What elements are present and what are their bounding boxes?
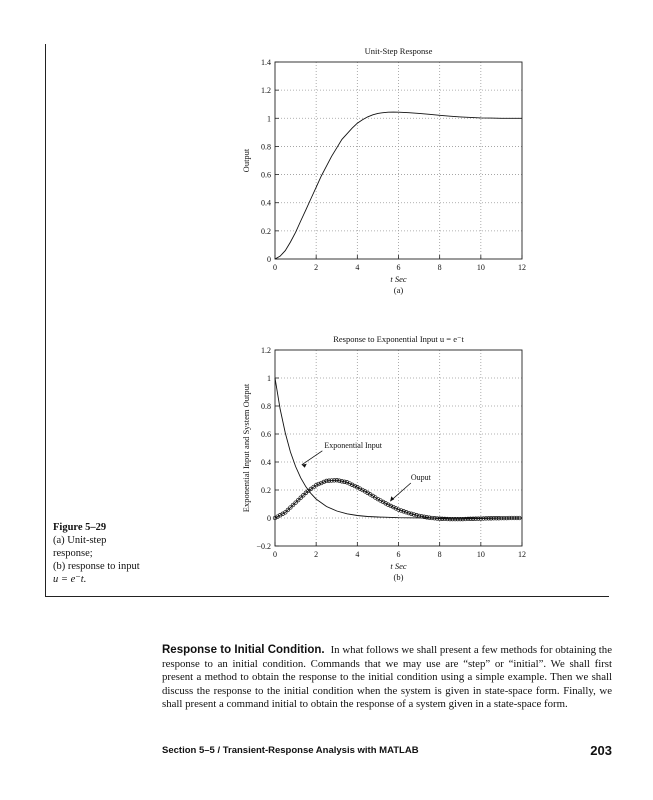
y-tick-label: 0.6 [261,170,271,180]
y-tick-label: 0.8 [261,142,271,152]
arrow-head [390,496,394,501]
x-tick-label: 6 [396,550,401,559]
y-tick-label: 1.2 [261,86,271,96]
y-tick-label: 1.2 [261,346,271,355]
y-tick-label: 0 [267,514,271,523]
y-tick-label: 0 [267,255,271,264]
paragraph-text: In what follows we shall present a few methods for obtaining the response to an initial condition. Commands that we may use are “step” or “initial”. We shall first present a method to obtain the response to the initial condition using a simple example. Then we shall discuss the response to the initial condition when the system is given in state-space form. Finally, we shall present a command initial to obtain the response of a system given in a state-space form. [162,644,612,710]
y-tick-label: 1 [267,114,271,124]
annotation-exponential-input: Exponential Input [324,441,382,450]
y-tick-label: 1 [267,374,271,383]
x-tick-label: 8 [437,550,442,559]
x-tick-label: 12 [518,550,526,559]
x-tick-label: 0 [273,550,277,559]
x-axis-label: t Sec [390,561,407,571]
y-tick-label: 0.8 [261,402,271,411]
chart-title: Unit-Step Response [364,46,433,56]
x-tick-label: 0 [273,263,277,272]
section-title: Section 5–5 / Transient-Response Analysis with MATLAB [162,745,419,756]
y-tick-label: −0.2 [256,542,271,551]
page-footer [162,745,612,756]
x-axis-label: t Sec [390,274,407,284]
caption-line: (b) response to input [53,561,140,572]
caption-line: u = e⁻t. [53,574,87,585]
figure-caption [53,521,183,586]
y-tick-label: 0.2 [261,486,271,495]
body-paragraph [162,644,612,712]
y-tick-label: 0.6 [261,430,271,439]
panel-label: (a) [393,285,404,295]
y-tick-label: 0.2 [261,226,271,236]
y-axis-label: Output [241,148,251,173]
unit-step-chart [0,0,653,310]
y-tick-label: 0.4 [261,458,271,467]
annotation-arrow [302,451,323,465]
chart-title: Response to Exponential Input u = e⁻t [333,334,464,344]
x-tick-label: 10 [476,550,485,559]
caption-line: response; [53,548,93,559]
y-axis-label: Exponential Input and System Output [241,383,251,513]
x-tick-label: 2 [314,263,319,272]
panel-label: (b) [393,572,404,582]
y-tick-label: 1.4 [261,58,271,67]
caption-line: (a) Unit-step [53,535,107,546]
annotation-output: Ouput [410,473,431,483]
page-number: 203 [590,743,612,758]
figure-number: Figure 5–29 [53,522,107,533]
x-tick-label: 4 [355,550,360,559]
x-tick-label: 10 [476,263,485,272]
y-tick-label: 0.4 [261,198,271,208]
x-tick-label: 12 [518,263,526,272]
x-tick-label: 6 [396,263,401,272]
x-tick-label: 4 [355,263,360,272]
paragraph-heading: Response to Initial Condition. [162,644,325,656]
x-tick-label: 2 [314,550,319,559]
x-tick-label: 8 [437,263,442,272]
plot-frame [275,62,522,259]
